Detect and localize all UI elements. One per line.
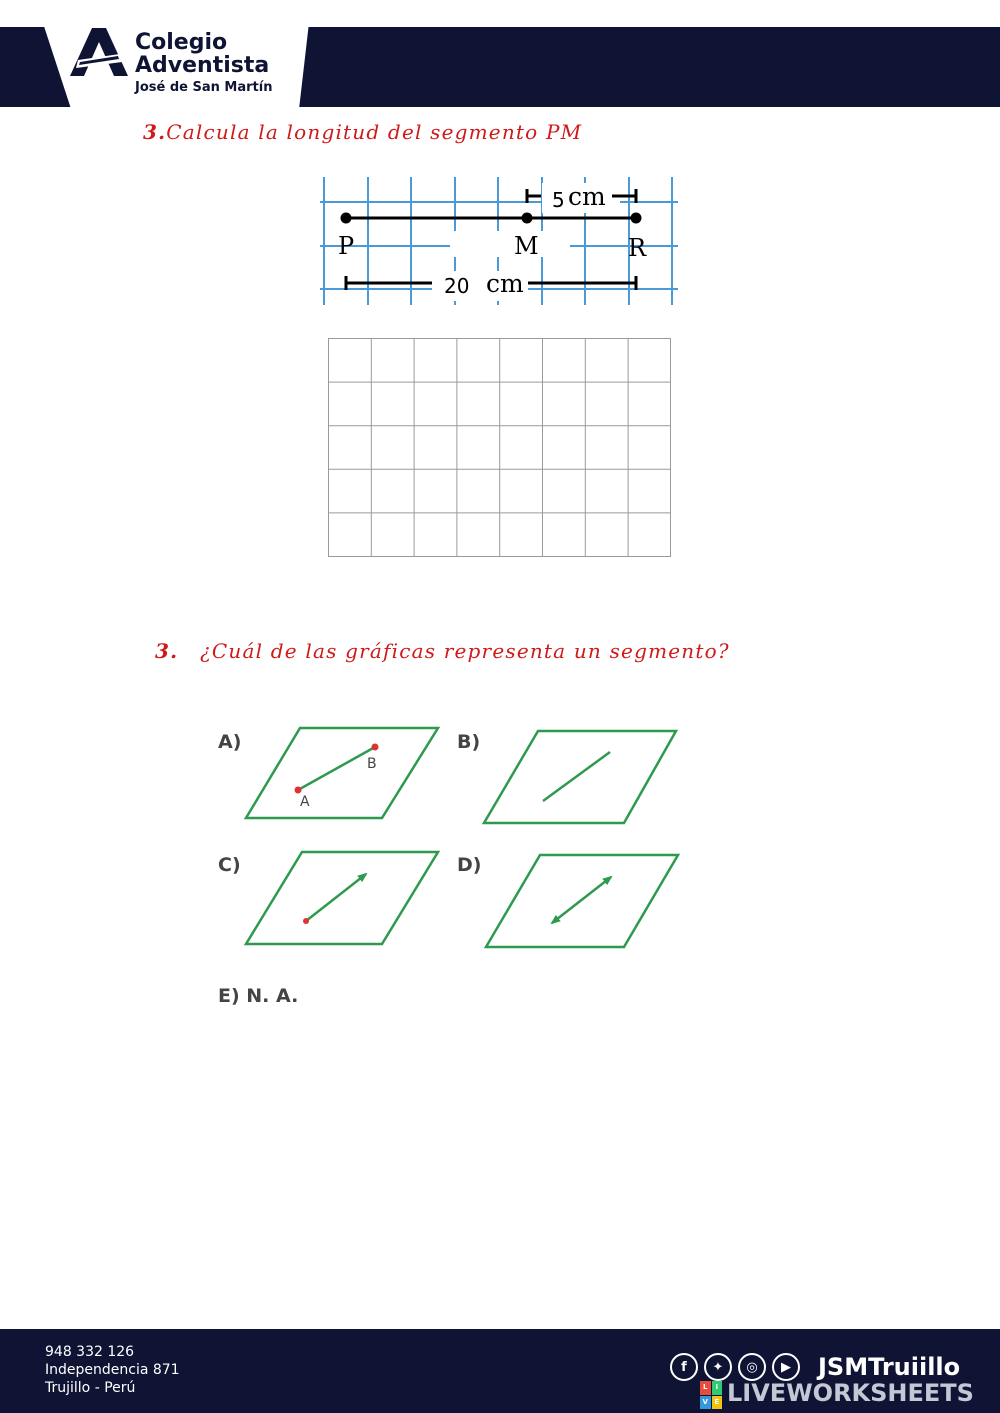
youtube-icon[interactable]: ▶ <box>772 1353 800 1381</box>
badge-i: I <box>712 1381 723 1395</box>
label-p: P <box>338 232 355 260</box>
label-m: M <box>514 232 539 260</box>
footer-city: Trujillo - Perú <box>45 1380 136 1396</box>
school-logo-icon <box>68 26 130 78</box>
logo-line1: Colegio <box>135 30 228 55</box>
point-r <box>631 213 642 224</box>
segment-ab <box>298 747 375 790</box>
point-b-label: B <box>367 756 377 772</box>
point-p <box>341 213 352 224</box>
point-a-label: A <box>300 794 310 810</box>
question2-number: 3. <box>155 639 179 663</box>
footer-address: Independencia 871 <box>45 1362 180 1378</box>
social-handle: JSMTruiillo <box>818 1353 961 1381</box>
ray-c <box>306 874 366 921</box>
question2-title <box>155 639 730 663</box>
school-name <box>135 32 272 94</box>
footer-contact <box>45 1343 180 1397</box>
badge-v: V <box>700 1396 711 1410</box>
options-figure <box>210 715 710 1015</box>
plane-a <box>246 728 438 818</box>
liveworksheets-watermark: LIVEWORKSHEETS <box>727 1379 974 1407</box>
liveworksheets-badge-icon <box>700 1381 722 1409</box>
facebook-icon[interactable]: f <box>670 1353 698 1381</box>
instagram-icon[interactable]: ◎ <box>738 1353 766 1381</box>
twitter-icon[interactable]: ✦ <box>704 1353 732 1381</box>
short-measure-unit: cm <box>568 182 606 211</box>
segment-figure <box>320 175 680 307</box>
logo-line2: Adventista <box>135 53 270 78</box>
plane-c <box>246 852 438 944</box>
logo-line3: José de San Martín <box>135 80 273 95</box>
point-b-dot <box>372 744 379 751</box>
plane-b <box>484 731 676 823</box>
short-measure-value: 5 <box>552 188 565 212</box>
badge-e: E <box>712 1396 723 1410</box>
long-measure-unit: cm <box>486 269 524 298</box>
option-a-letter: A) <box>218 731 242 753</box>
footer-phone: 948 332 126 <box>45 1344 135 1360</box>
option-c-letter: C) <box>218 854 241 876</box>
option-d-letter: D) <box>457 854 482 876</box>
line-b <box>543 752 610 801</box>
question2-text: ¿Cuál de las gráficas representa un segmento? <box>200 639 730 663</box>
question1-number: 3. <box>143 120 167 144</box>
point-a-dot <box>295 787 302 794</box>
ray-c-origin <box>303 918 309 924</box>
label-r: R <box>628 234 647 262</box>
point-m <box>522 213 533 224</box>
long-measure-value: 20 <box>444 274 470 298</box>
social-icons <box>670 1353 800 1381</box>
option-e: E) N. A. <box>218 985 299 1007</box>
badge-l: L <box>700 1381 711 1395</box>
option-b-letter: B) <box>457 731 481 753</box>
question1-title <box>143 120 582 144</box>
question1-text: Calcula la longitud del segmento PM <box>166 120 583 144</box>
answer-grid[interactable] <box>328 338 672 558</box>
line-d <box>552 877 611 923</box>
footer-bar <box>0 1329 1000 1413</box>
